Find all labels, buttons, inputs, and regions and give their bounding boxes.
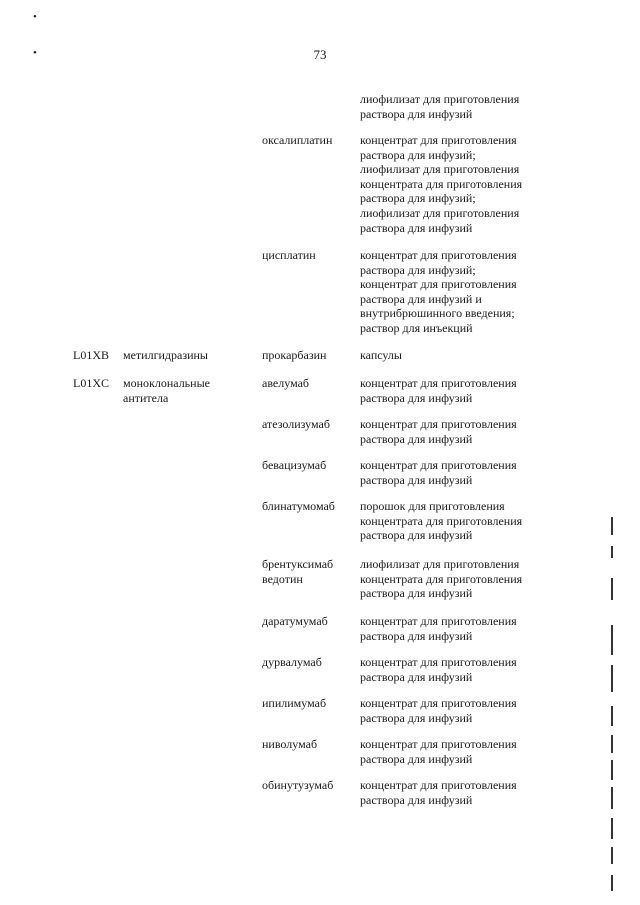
dosage-form-line: концентрат для приготовления (360, 248, 517, 262)
page-number: 73 (313, 47, 327, 62)
dosage-form-line: раствора для инфузий; (360, 262, 476, 277)
dosage-form-line: концентрат для приготовления (360, 277, 517, 292)
drug-name: обинутузумаб (262, 778, 334, 792)
scan-artifact (611, 760, 613, 780)
dosage-form (360, 248, 560, 336)
dosage-form-line: раствора для инфузий; (360, 191, 476, 206)
dosage-form-line: раствора для инфузий (360, 390, 473, 405)
drug-name: ипилимумаб (262, 696, 327, 710)
dosage-form (360, 458, 560, 487)
dosage-form (360, 696, 560, 725)
drug-name: авелумаб (262, 376, 310, 390)
atc-code: L01XC (73, 376, 109, 390)
scan-artifact (611, 665, 613, 692)
margin-mark-top: • (33, 11, 37, 23)
drug-name: цисплатин (262, 248, 316, 262)
dosage-form (360, 655, 560, 684)
dosage-form-line: концентрат для приготовления (360, 133, 517, 147)
dosage-form (360, 778, 560, 807)
drug-name: даратумумаб (262, 614, 328, 628)
dosage-form-line: концентрат для приготовления (360, 655, 517, 669)
dosage-form-line: концентрат для приготовления (360, 376, 517, 390)
dosage-form-line: раствор для инъекций (360, 320, 473, 335)
dosage-form (360, 348, 560, 363)
dosage-form-line: раствора для инфузий (360, 751, 473, 766)
drug-name: атезолизумаб (262, 417, 330, 431)
drug-group: моноклональные антитела (123, 376, 210, 405)
scan-artifact (611, 578, 613, 600)
dosage-form-line: раствора для инфузий и (360, 291, 482, 306)
drug-name: бевацизумаб (262, 458, 327, 472)
scan-artifact (611, 517, 613, 535)
dosage-form-line: раствора для инфузий (360, 431, 473, 446)
dosage-form-line: концентрата для приготовления (360, 571, 523, 586)
dosage-form-line: раствора для инфузий (360, 528, 473, 543)
drug-name: оксалиплатин (262, 133, 333, 147)
dosage-form (360, 499, 560, 543)
scan-artifact (611, 735, 613, 753)
dosage-form-line: концентрата для приготовления (360, 513, 523, 528)
dosage-form-line: концентрата для приготовления (360, 176, 523, 191)
scan-artifact (611, 706, 613, 726)
scan-artifact (611, 787, 613, 809)
drug-group: метилгидразины (123, 348, 208, 362)
scan-artifact (611, 847, 613, 864)
drug-name: блинатумомаб (262, 499, 335, 513)
dosage-form-line: концентрат для приготовления (360, 614, 517, 628)
dosage-form (360, 133, 560, 235)
dosage-form-line: раствора для инфузий (360, 220, 473, 235)
dosage-form-line: раствора для инфузий (360, 586, 473, 601)
drug-name: брентуксимаб ведотин (262, 557, 334, 586)
scan-artifact (611, 625, 613, 655)
dosage-form-line: лиофилизат для приготовления (360, 557, 520, 571)
margin-mark-bottom: • (33, 47, 37, 59)
drug-name: ниволумаб (262, 737, 318, 751)
dosage-form-line: концентрат для приготовления (360, 778, 517, 792)
dosage-form-line: концентрат для приготовления (360, 458, 517, 472)
dosage-form (360, 614, 560, 643)
scan-artifact (611, 875, 613, 891)
dosage-form-line: лиофилизат для приготовления (360, 205, 520, 220)
dosage-form-line: лиофилизат для приготовления (360, 162, 520, 177)
dosage-form-line: порошок для приготовления (360, 499, 505, 513)
dosage-form-line: концентрат для приготовления (360, 737, 517, 751)
dosage-form-line: раствора для инфузий; (360, 147, 476, 162)
dosage-form (360, 376, 560, 405)
dosage-form-line: раствора для инфузий (360, 710, 473, 725)
dosage-form-line: раствора для инфузий (360, 472, 473, 487)
dosage-form-line: раствора для инфузий (360, 792, 473, 807)
dosage-form-line: раствора для инфузий (360, 106, 473, 121)
dosage-form-line: концентрат для приготовления (360, 696, 517, 710)
dosage-form-line: раствора для инфузий (360, 669, 473, 684)
dosage-form (360, 557, 560, 601)
dosage-form (360, 417, 560, 446)
scan-artifact (611, 818, 613, 839)
dosage-form (360, 737, 560, 766)
dosage-form-line: концентрат для приготовления (360, 417, 517, 431)
dosage-form-line: капсулы (360, 348, 402, 362)
dosage-form-line: лиофилизат для приготовления (360, 92, 520, 106)
dosage-form-line: внутрибрюшинного введения; (360, 306, 515, 321)
dosage-form (360, 92, 560, 121)
atc-code: L01XB (73, 348, 109, 362)
dosage-form-line: раствора для инфузий (360, 628, 473, 643)
drug-name: прокарбазин (262, 348, 327, 362)
drug-name: дурвалумаб (262, 655, 322, 669)
scan-artifact (611, 546, 613, 558)
